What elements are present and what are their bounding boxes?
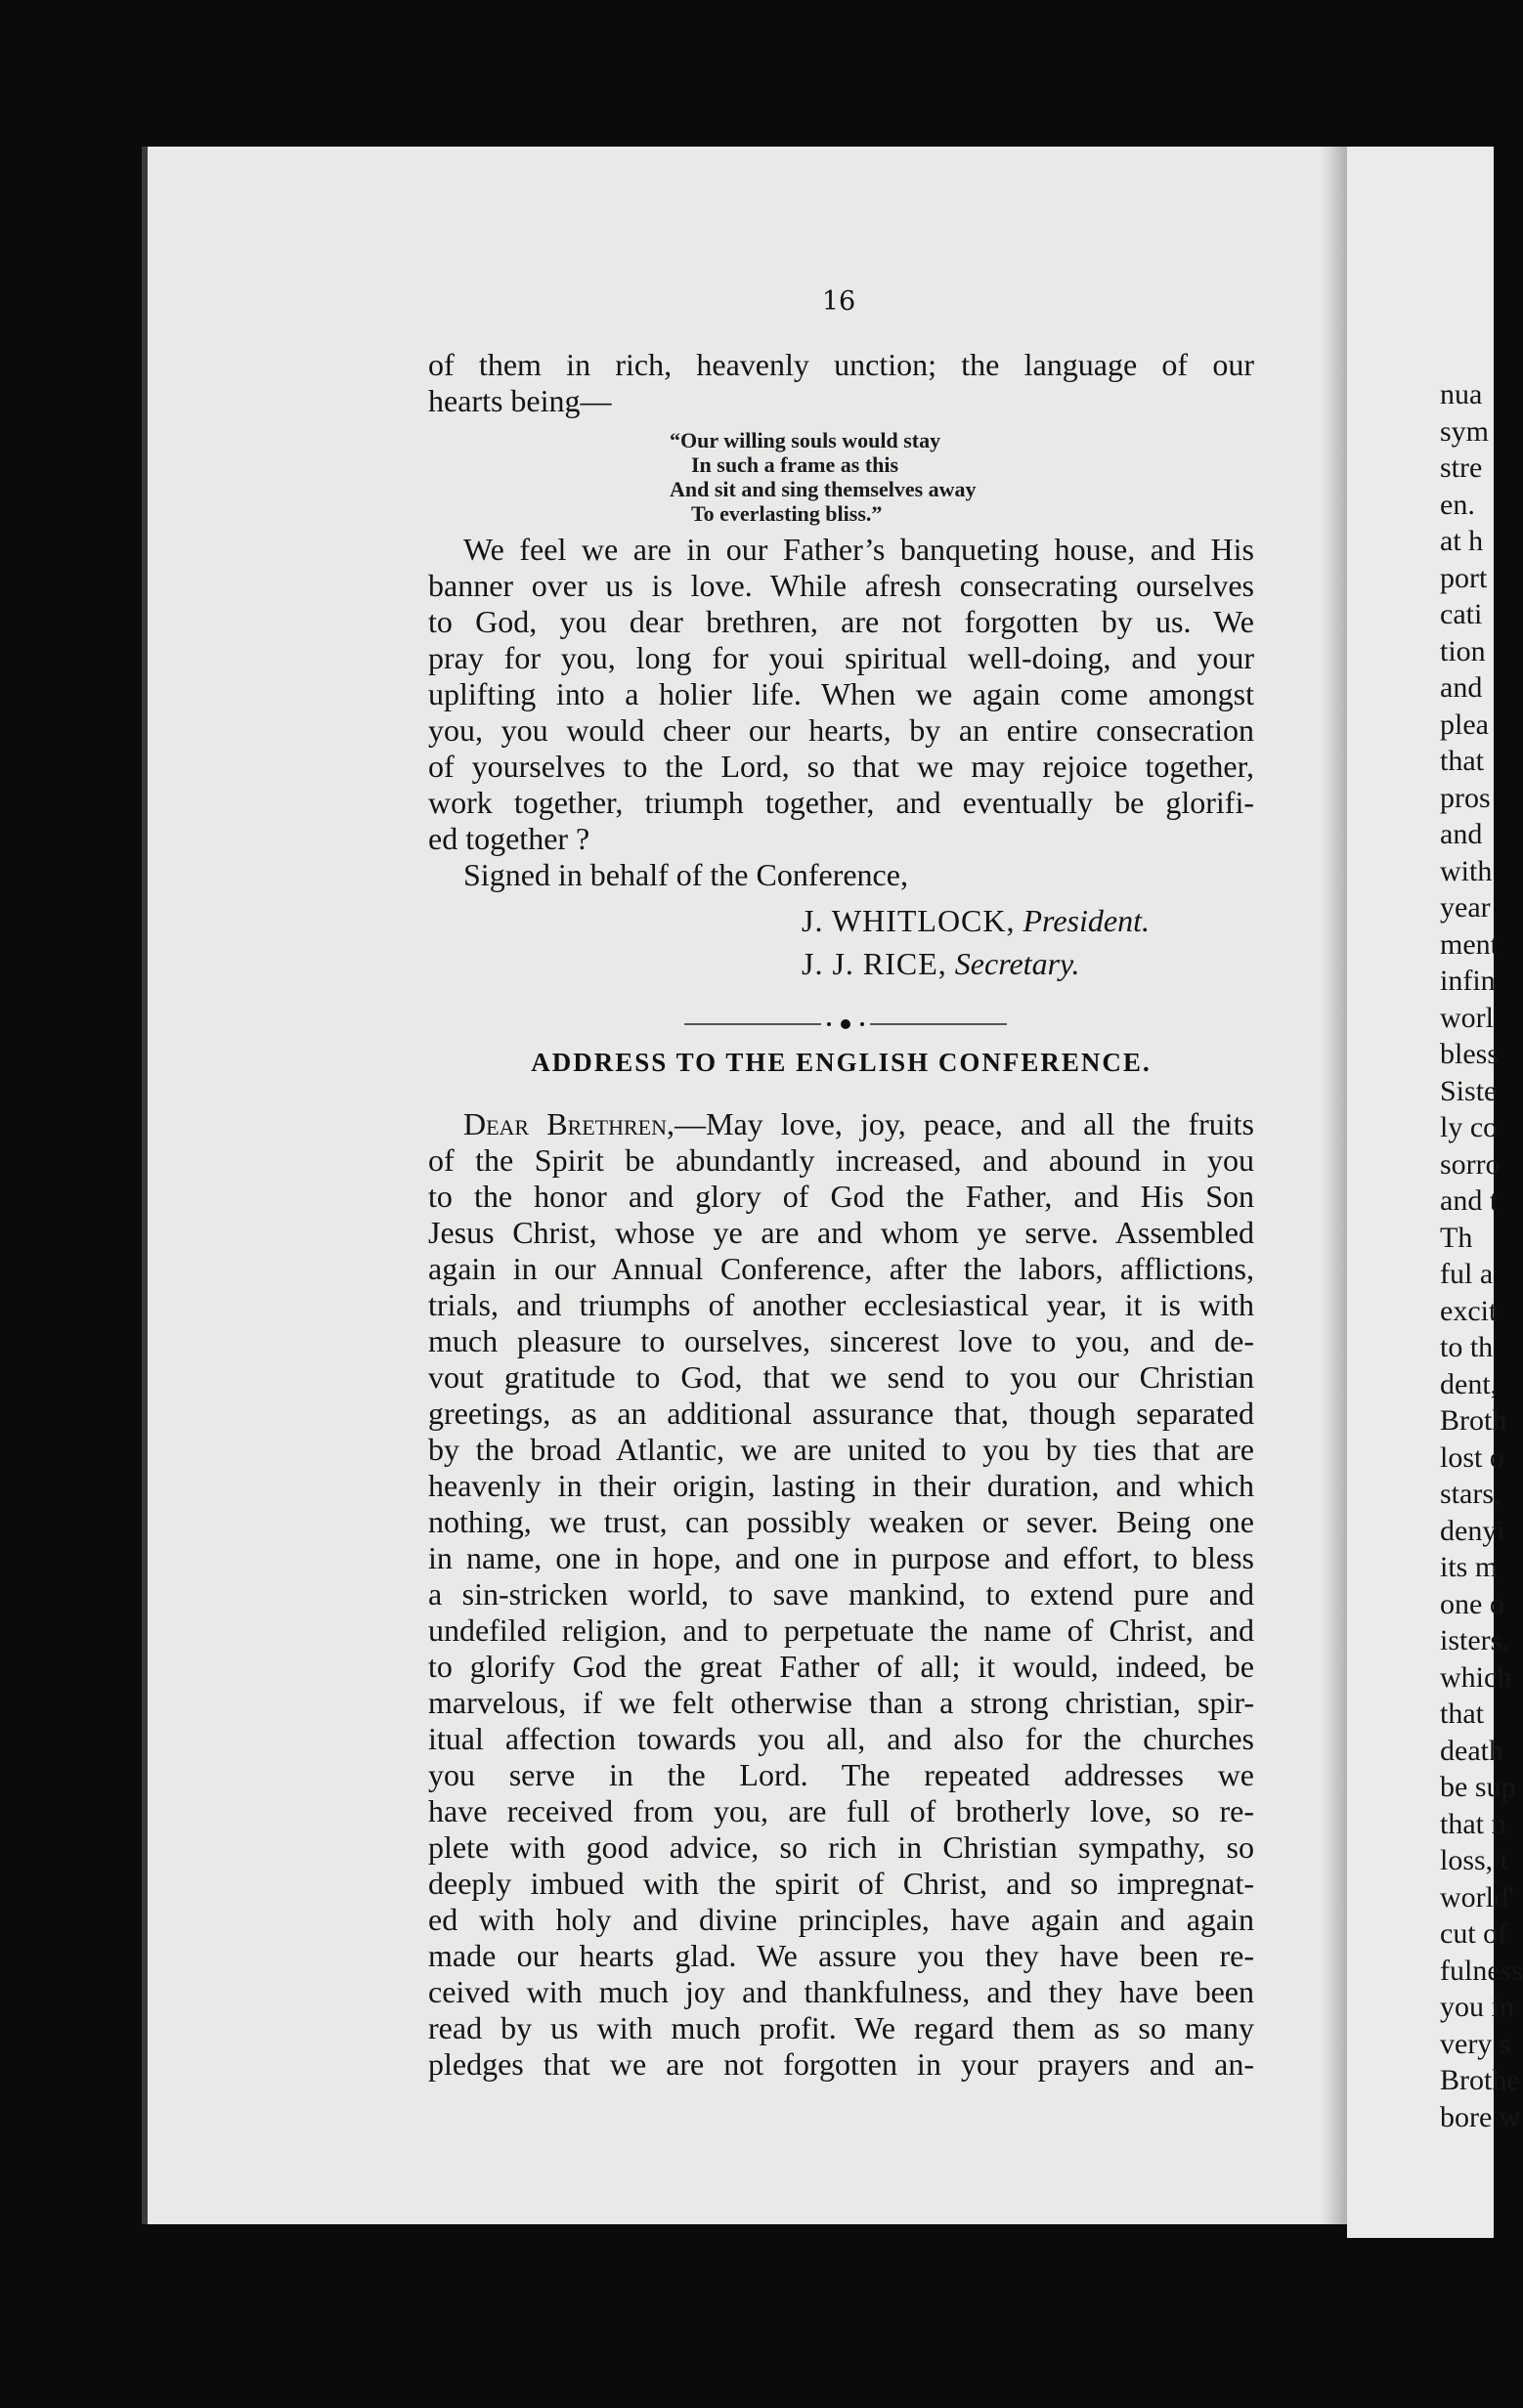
next-page-line: Brothe [1440, 2064, 1520, 2096]
signatory-name: J. J. RICE, [802, 946, 947, 981]
text-line: pray for you, long for youi spiritual well-doing, and your [428, 640, 1254, 675]
text-line: you serve in the Lord. The repeated addresses we [428, 1757, 1254, 1792]
verse-line: And sit and sing themselves away [670, 477, 977, 501]
next-page-line: sorro [1440, 1147, 1501, 1181]
signed-line: Signed in behalf of the Conference, [463, 857, 908, 892]
signatory-role: Secretary. [954, 946, 1080, 981]
text-line: read by us with much profit. We regard them as so many [428, 2010, 1254, 2045]
next-page-line: which [1440, 1660, 1512, 1694]
next-page-line: very s [1440, 2027, 1511, 2060]
next-page-line: ly co [1440, 1111, 1499, 1143]
next-page-line: en. [1440, 488, 1475, 521]
text-line: to the honor and glory of God the Father, and His Son [428, 1179, 1254, 1214]
next-page-line: to th [1440, 1331, 1494, 1363]
text-line: again in our Annual Conference, after the labors, afflictions, [428, 1251, 1254, 1286]
next-page-line: nua [1440, 378, 1483, 410]
next-page-line: Siste [1440, 1074, 1498, 1107]
text-line: hearts being— [428, 383, 612, 418]
text-line: to God, you dear brethren, are not forgotten by us. We [428, 604, 1254, 639]
text-line: ceived with much joy and thankfulness, and they have been [428, 1974, 1254, 2009]
next-page-line: year [1440, 891, 1491, 924]
next-page-line: infin [1440, 965, 1496, 997]
text-line: have received from you, are full of brotherly love, so re- [428, 1793, 1254, 1828]
next-page-line: stars, [1440, 1478, 1501, 1510]
text-line: We feel we are in our Father’s banqueting house, and His [463, 532, 1254, 567]
signature-secretary [802, 942, 1150, 985]
signatory-role: President. [1023, 903, 1150, 938]
next-page-line: bless [1440, 1038, 1499, 1070]
text-line: you, you would cheer our hearts, by an entire consecration [428, 712, 1254, 748]
next-page-line: death [1440, 1734, 1503, 1767]
text-line: greetings, as an additional assurance that, though separated [428, 1396, 1254, 1431]
text-line: heavenly in their origin, lasting in their duration, and which [428, 1468, 1254, 1503]
text-line: by the broad Atlantic, we are united to you by ties that are [428, 1432, 1254, 1467]
text-line: marvelous, if we felt otherwise than a strong christian, spir- [428, 1685, 1254, 1720]
text-line: of the Spirit be abundantly increased, and abound in you [428, 1142, 1254, 1178]
text-line: ed together ? [428, 821, 590, 856]
text-line: trials, and triumphs of another ecclesiastical year, it is with [428, 1287, 1254, 1322]
next-page-line: cut of [1440, 1917, 1508, 1950]
next-page-line: excit [1440, 1294, 1498, 1327]
next-page-line: bore w [1440, 2100, 1521, 2133]
next-page-line: that n [1440, 1807, 1506, 1840]
section-heading: ADDRESS TO THE ENGLISH CONFERENCE. [531, 1048, 1152, 1077]
next-page-line: port [1440, 561, 1488, 594]
next-page-line: worl [1440, 1001, 1494, 1034]
next-page-line: that [1440, 1698, 1484, 1730]
next-page-line: one o [1440, 1587, 1504, 1620]
next-page-line: at h [1440, 525, 1484, 557]
text-line: vout gratitude to God, that we send to you our Christian [428, 1359, 1254, 1395]
text-line: made our hearts glad. We assure you they have been re- [428, 1938, 1254, 1973]
text-line: uplifting into a holier life. When we again come amongst [428, 676, 1254, 711]
next-page-line: sym [1440, 414, 1490, 448]
next-page-line: pros [1440, 781, 1491, 814]
text-line: undefiled religion, and to perpetuate the name of Christ, and [428, 1612, 1254, 1648]
next-page-line: denyi [1440, 1514, 1505, 1547]
text-line: much pleasure to ourselves, sincerest love to you, and de- [428, 1323, 1254, 1358]
signature-block [802, 899, 1150, 985]
signature-president [802, 899, 1150, 942]
text-line: a sin-stricken world, to save mankind, to extend pure and [428, 1576, 1254, 1612]
next-page-line: tion [1440, 634, 1486, 667]
next-page-line: with [1440, 854, 1493, 887]
signatory-name: J. WHITLOCK, [802, 903, 1016, 938]
text-line: ed with holy and divine principles, have again and again [428, 1902, 1254, 1937]
text-line: to glorify God the great Father of all; it would, indeed, be [428, 1649, 1254, 1684]
salutation: Dear Brethren, [463, 1106, 675, 1141]
opening-text [428, 347, 1254, 419]
next-page-line: lost o [1440, 1440, 1504, 1474]
next-page-line: be sup [1440, 1771, 1516, 1803]
verse-line: “Our willing souls would stay [670, 428, 941, 452]
next-page-strip [1347, 147, 1523, 2238]
hymn-verse [670, 428, 1080, 526]
text-line [428, 1106, 1254, 1142]
next-page-line: and t [1440, 1184, 1499, 1217]
text-line: deeply imbued with the spirit of Christ, and so impregnat- [428, 1866, 1254, 1901]
ornamental-divider [684, 1018, 1007, 1030]
text-line: nothing, we trust, can possibly weaken or sever. Being one [428, 1504, 1254, 1539]
next-page-line: its m [1440, 1551, 1499, 1583]
next-page-line: world' [1440, 1880, 1514, 1914]
next-page-line: ful a [1440, 1258, 1494, 1290]
next-page-line: ment [1440, 927, 1499, 961]
text-line: plete with good advice, so rich in Christian sympathy, so [428, 1829, 1254, 1865]
next-page-line: that [1440, 745, 1484, 777]
next-page-text [1440, 376, 1523, 2135]
text-line: pledges that we are not forgotten in your prayers and an- [428, 2046, 1254, 2082]
next-page-line: cati [1440, 598, 1483, 630]
next-page-line: Th [1440, 1221, 1473, 1254]
text-line: work together, triumph together, and eventually be glorifi- [428, 785, 1254, 820]
text-line: of yourselves to the Lord, so that we may rejoice together, [428, 749, 1254, 784]
next-page-line: and [1440, 671, 1483, 704]
next-page-line: plea [1440, 708, 1489, 741]
next-page-line: dent, [1440, 1367, 1499, 1400]
text-line: banner over us is love. While afresh consecrating ourselves [428, 568, 1254, 603]
next-page-line: fulness [1440, 1954, 1523, 1987]
text-line: Jesus Christ, whose ye are and whom ye serve. Assembled [428, 1215, 1254, 1250]
next-page-line: isters. [1440, 1624, 1509, 1656]
next-page-line: loss, t [1440, 1844, 1509, 1876]
next-page-line: stre [1440, 452, 1483, 484]
next-page-line: Broth [1440, 1404, 1507, 1437]
verse-line: In such a frame as this [691, 452, 899, 477]
text-line: of them in rich, heavenly unction; the language of our [428, 347, 1254, 382]
text-line: in name, one in hope, and one in purpose and effort, to bless [428, 1540, 1254, 1575]
page-number: 16 [821, 286, 856, 317]
text-line-rest: —May love, joy, peace, and all the fruits [674, 1106, 1254, 1141]
verse-line: To everlasting bliss.” [691, 501, 883, 526]
text-line: itual affection towards you all, and also for the churches [428, 1721, 1254, 1756]
next-page-line: you in [1440, 1991, 1514, 2023]
paragraph-banqueting [428, 532, 1254, 893]
paragraph-address [428, 1106, 1254, 2083]
next-page-line: and [1440, 818, 1483, 850]
